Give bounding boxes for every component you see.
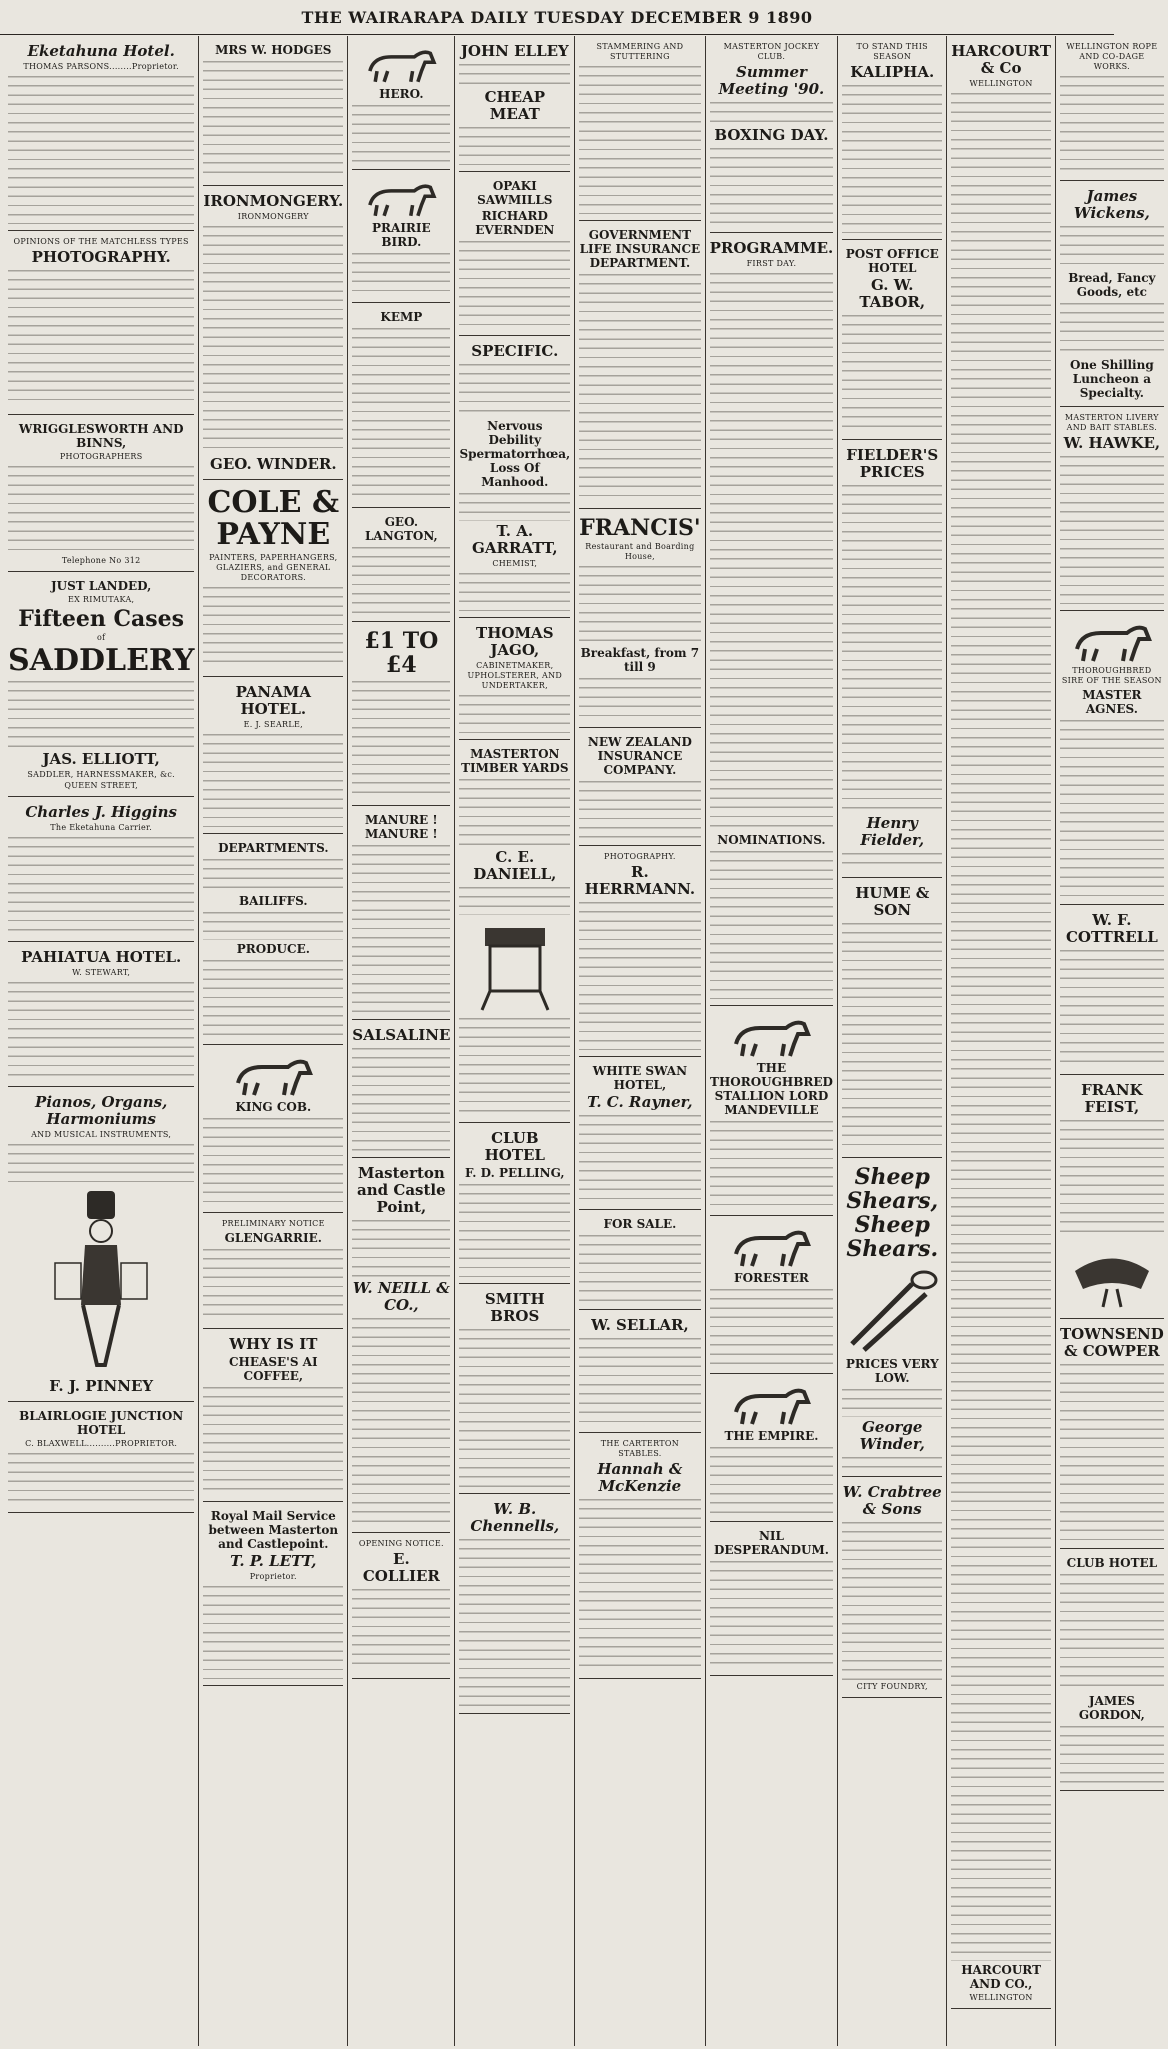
ad-title: Royal Mail Service between Masterton and Castlepoint. bbox=[208, 1509, 339, 1551]
ad-pahiatua-hotel bbox=[8, 944, 194, 1087]
text-block bbox=[951, 91, 1051, 1961]
text-block bbox=[842, 483, 942, 813]
text-block bbox=[459, 239, 570, 329]
text-block bbox=[8, 74, 194, 224]
ad-title: POST OFFICE HOTEL bbox=[845, 247, 939, 275]
text-block bbox=[352, 1046, 450, 1151]
ad-saddlery-word: SADDLERY bbox=[8, 643, 195, 678]
ad-nominations: NOMINATIONS. bbox=[717, 833, 826, 847]
ad-castle-point bbox=[352, 1160, 450, 1533]
ad-name: T. C. Rayner, bbox=[587, 1093, 693, 1111]
ad-title: THE EMPIRE. bbox=[724, 1429, 819, 1443]
text-block bbox=[203, 59, 343, 179]
ad-master-agnes bbox=[1060, 613, 1164, 905]
text-block bbox=[842, 851, 942, 871]
ad-subtitle: Proprietor. bbox=[249, 1572, 297, 1581]
ad-sellar bbox=[579, 1312, 701, 1433]
horse-icon bbox=[361, 178, 441, 218]
ad-subtitle: W. STEWART, bbox=[72, 968, 131, 977]
ad-title: THOROUGHBRED SIRE OF THE SEASON bbox=[1061, 666, 1162, 685]
ad-nz-insurance bbox=[579, 730, 701, 846]
ad-john-elley bbox=[459, 38, 570, 172]
ad-footer-2: WELLINGTON bbox=[969, 1993, 1033, 2002]
text-block bbox=[1060, 74, 1164, 174]
ad-title: GEO. LANGTON, bbox=[364, 515, 438, 543]
text-block bbox=[352, 1587, 450, 1672]
ad-title: MRS W. HODGES bbox=[215, 43, 332, 57]
ad-title: THOMAS JAGO, bbox=[476, 624, 554, 659]
column-1 bbox=[4, 36, 199, 2046]
text-block bbox=[203, 1116, 343, 1206]
ad-salsaline bbox=[352, 1022, 450, 1158]
text-block bbox=[710, 849, 834, 999]
column-8 bbox=[947, 36, 1056, 2046]
horse-icon bbox=[726, 1014, 816, 1058]
text-block bbox=[842, 1455, 942, 1470]
text-block bbox=[8, 464, 194, 554]
ad-subtitle: RICHARD EVERNDEN bbox=[475, 209, 555, 237]
ad-title: Masterton and Castle Point, bbox=[357, 1164, 446, 1216]
text-block bbox=[579, 1113, 701, 1203]
ad-title: KEMP bbox=[380, 310, 423, 324]
ad-chennells bbox=[459, 1496, 570, 1714]
text-block bbox=[459, 885, 570, 915]
ad-subtitle: Nervous Debility Spermatorrhœa, Loss Of Manhood. bbox=[459, 419, 571, 489]
ad-name: Henry Fielder, bbox=[860, 814, 925, 849]
ad-royal-mail bbox=[203, 1504, 343, 1686]
text-block bbox=[710, 100, 834, 125]
ad-title: KING COB. bbox=[235, 1100, 312, 1114]
column-2 bbox=[199, 36, 348, 2046]
text-block bbox=[842, 83, 942, 233]
ad-pounds bbox=[352, 624, 450, 806]
ad-title: £1 TO £4 bbox=[364, 628, 439, 678]
ad-specialty: One Shilling Luncheon a Specialty. bbox=[1070, 358, 1154, 400]
ad-title: Sheep Shears, Sheep Shears. bbox=[846, 1164, 939, 1262]
horse-icon bbox=[361, 44, 441, 84]
ad-title: DEPARTMENTS. bbox=[218, 841, 329, 855]
ad-title: W. B. Chennells, bbox=[470, 1500, 560, 1535]
ad-title: OPENING NOTICE. bbox=[358, 1539, 444, 1548]
column-3 bbox=[348, 36, 455, 2046]
ad-title: WHITE SWAN HOTEL, bbox=[592, 1064, 688, 1092]
ad-manure bbox=[352, 808, 450, 1020]
ad-townsend-cowper bbox=[1060, 1321, 1164, 1549]
ad-title: WELLINGTON ROPE AND CO-DAGE WORKS. bbox=[1066, 42, 1158, 71]
ad-name: George Winder, bbox=[859, 1418, 925, 1453]
ad-subtitle: EX RIMUTAKA, bbox=[67, 595, 135, 604]
ad-name: W. NEILL & CO., bbox=[352, 1279, 450, 1314]
ad-herrmann bbox=[579, 848, 701, 1057]
ad-title: PRAIRIE BIRD. bbox=[372, 221, 431, 249]
text-block bbox=[459, 491, 570, 521]
text-block bbox=[579, 564, 701, 644]
text-block bbox=[459, 1327, 570, 1487]
ad-saddlery bbox=[8, 574, 194, 797]
text-block bbox=[459, 125, 570, 165]
text-block bbox=[1060, 1572, 1164, 1692]
ad-kemp bbox=[352, 305, 450, 508]
text-block bbox=[8, 1142, 194, 1182]
horse-icon bbox=[228, 1053, 318, 1097]
ad-cole-payne bbox=[203, 482, 343, 677]
ad-name: T. P. LETT, bbox=[230, 1552, 317, 1570]
text-block bbox=[8, 268, 194, 408]
ad-title: MASTERTON LIVERY AND BAIT STABLES. bbox=[1064, 413, 1159, 432]
ad-name: F. J. PINNEY bbox=[49, 1377, 154, 1395]
ad-fielder bbox=[842, 442, 942, 878]
ad-harcourt bbox=[951, 38, 1051, 2009]
text-block bbox=[203, 910, 343, 940]
ad-hours: Breakfast, from 7 till 9 bbox=[580, 646, 700, 674]
ad-rope-works bbox=[1060, 38, 1164, 181]
ad-day: BOXING DAY. bbox=[714, 126, 829, 144]
ad-wickens bbox=[1060, 183, 1164, 407]
horse-icon bbox=[726, 1224, 816, 1268]
ad-footer: Telephone No 312 bbox=[61, 556, 141, 565]
ad-address: SADDLER, HARNESSMAKER, &c. bbox=[27, 770, 175, 779]
text-block bbox=[8, 679, 194, 749]
ad-photography bbox=[8, 233, 194, 415]
ad-title: WHY IS IT bbox=[229, 1335, 318, 1353]
text-block bbox=[710, 146, 834, 226]
ad-subtitle-2: PRODUCE. bbox=[236, 942, 310, 956]
ad-title: PAHIATUA HOTEL. bbox=[21, 948, 182, 966]
ad-lord-mandeville bbox=[710, 1008, 834, 1216]
text-block bbox=[203, 857, 343, 892]
text-block bbox=[579, 779, 701, 839]
ad-street: QUEEN STREET, bbox=[64, 781, 138, 790]
ad-subtitle: Summer Meeting '90. bbox=[718, 63, 825, 98]
text-block bbox=[352, 326, 450, 501]
ad-why-is-it bbox=[203, 1331, 343, 1502]
masthead-title: THE WAIRARAPA DAILY TUESDAY DECEMBER 9 1890 bbox=[301, 7, 813, 27]
text-block bbox=[8, 980, 194, 1080]
ad-king-cob bbox=[203, 1047, 343, 1213]
text-block bbox=[579, 676, 701, 721]
text-block bbox=[459, 571, 570, 611]
ad-title: Charles J. Higgins bbox=[25, 803, 177, 821]
ad-footer: CITY FOUNDRY, bbox=[856, 1682, 928, 1691]
text-block bbox=[1060, 718, 1164, 898]
ad-nil-desperandum bbox=[710, 1524, 834, 1676]
ad-title: MANURE ! MANURE ! bbox=[365, 813, 438, 841]
horse-icon bbox=[726, 1382, 816, 1426]
ad-title: PRELIMINARY NOTICE bbox=[221, 1219, 325, 1228]
ad-title: FIELDER'S PRICES bbox=[846, 446, 939, 481]
ad-title: COLE & PAYNE bbox=[207, 485, 340, 552]
ad-name: T. A. GARRATT, bbox=[472, 522, 558, 557]
ad-subtitle: CHEAP MEAT bbox=[484, 88, 546, 123]
ad-forester bbox=[710, 1218, 834, 1374]
ad-title: W. SELLAR, bbox=[591, 1316, 689, 1334]
ad-hawke-stables bbox=[1060, 409, 1164, 611]
ad-name: Hannah & McKenzie bbox=[597, 1460, 683, 1495]
text-block bbox=[459, 362, 570, 417]
text-block bbox=[8, 835, 194, 935]
ad-carterton-stables bbox=[579, 1435, 701, 1679]
ad-title: JUST LANDED, bbox=[51, 579, 152, 593]
ad-langton bbox=[352, 510, 450, 622]
text-block bbox=[710, 1559, 834, 1669]
ad-club-hotel bbox=[459, 1125, 570, 1284]
ad-subtitle: C. BLAXWELL..........PROPRIETOR. bbox=[25, 1439, 178, 1448]
ad-name: GEO. WINDER. bbox=[210, 455, 337, 473]
ad-crabtree bbox=[842, 1479, 942, 1698]
text-block bbox=[203, 958, 343, 1038]
text-block bbox=[459, 777, 570, 847]
text-block bbox=[459, 1182, 570, 1277]
ad-ironmongery bbox=[203, 188, 343, 480]
ad-title: HARCOURT & Co bbox=[951, 42, 1051, 77]
text-block bbox=[1060, 1118, 1164, 1238]
text-block bbox=[579, 272, 701, 502]
ad-title: MASTERTON TIMBER YARDS bbox=[461, 747, 569, 775]
ad-name: W. HAWKE, bbox=[1063, 434, 1161, 452]
ad-title: CLUB HOTEL bbox=[484, 1129, 545, 1164]
ad-title: THE THOROUGHBRED STALLION LORD MANDEVILLE bbox=[710, 1061, 833, 1117]
ad-name: G. W. TABOR, bbox=[859, 276, 926, 311]
ad-title: GOVERNMENT LIFE INSURANCE DEPARTMENT. bbox=[579, 228, 701, 270]
ad-opaki-sawmills bbox=[459, 174, 570, 336]
text-block bbox=[710, 271, 834, 831]
horse-icon bbox=[1067, 619, 1157, 663]
ad-title: FORESTER bbox=[734, 1271, 809, 1285]
ad-empire bbox=[710, 1376, 834, 1522]
ad-subtitle: Restaurant and Boarding House, bbox=[585, 542, 695, 561]
ad-panama-hotel bbox=[203, 679, 343, 834]
ad-big-text: Fifteen Cases bbox=[18, 606, 185, 632]
ad-thomas-jago bbox=[459, 620, 570, 740]
ad-subtitle: FIRST DAY. bbox=[746, 259, 797, 268]
text-block bbox=[203, 1584, 343, 1679]
ad-subtitle: E. J. SEARLE, bbox=[243, 720, 303, 729]
ad-hodges bbox=[203, 38, 343, 186]
ad-title: HERO. bbox=[379, 87, 424, 101]
text-block bbox=[1060, 454, 1164, 604]
text-block bbox=[579, 1497, 701, 1672]
ad-smith-bros bbox=[459, 1286, 570, 1494]
text-block bbox=[842, 313, 942, 433]
text-block bbox=[842, 1387, 942, 1417]
ad-name: C. E. DANIELL, bbox=[473, 848, 557, 883]
ad-title: CLUB HOTEL bbox=[1066, 1556, 1158, 1570]
ad-footer: HARCOURT AND CO., bbox=[961, 1963, 1041, 1991]
ad-title: TO STAND THIS SEASON bbox=[856, 42, 928, 61]
text-block bbox=[459, 693, 570, 733]
ad-kalipha bbox=[842, 38, 942, 240]
ad-specific bbox=[459, 338, 570, 618]
ad-title: WRIGGLESWORTH AND BINNS, bbox=[18, 422, 184, 450]
text-block bbox=[1060, 224, 1164, 269]
ad-title: NEW ZEALAND INSURANCE COMPANY. bbox=[587, 735, 692, 777]
text-block bbox=[8, 1451, 194, 1506]
ad-of: of bbox=[96, 633, 106, 642]
ad-blairlogie-hotel bbox=[8, 1404, 194, 1513]
text-block bbox=[1060, 301, 1164, 356]
ad-programme bbox=[710, 235, 834, 1006]
ad-subtitle: AND MUSICAL INSTRUMENTS, bbox=[31, 1130, 172, 1139]
ad-for-sale bbox=[579, 1212, 701, 1310]
ad-hume-son bbox=[842, 880, 942, 1158]
ad-title: James Wickens, bbox=[1073, 187, 1150, 222]
ad-title: Eketahuna Hotel. bbox=[27, 42, 175, 60]
ad-francis bbox=[579, 511, 701, 728]
ad-subtitle: GLENGARRIE. bbox=[224, 1231, 322, 1245]
ad-cottrell bbox=[1060, 907, 1164, 1075]
text-block bbox=[842, 1520, 942, 1680]
ad-title: MASTERTON JOCKEY CLUB. bbox=[723, 42, 820, 61]
ad-jockey-club bbox=[710, 38, 834, 233]
ad-frank-feist bbox=[1060, 1077, 1164, 1319]
ad-subtitle: PHOTOGRAPHERS bbox=[59, 452, 143, 461]
ad-title: OPAKI SAWMILLS bbox=[477, 179, 553, 207]
ad-subtitle: IRONMONGERY bbox=[237, 212, 309, 221]
text-block bbox=[710, 1287, 834, 1367]
ad-eketahuna-hotel bbox=[8, 38, 194, 231]
commode-illustration-icon bbox=[460, 918, 570, 1013]
ad-title: TOWNSEND & COWPER bbox=[1059, 1325, 1164, 1360]
ad-government-life bbox=[579, 223, 701, 509]
text-block bbox=[352, 1316, 450, 1526]
ad-title: FOR SALE. bbox=[603, 1217, 677, 1231]
ad-subtitle: CHEASE'S AI COFFEE, bbox=[229, 1355, 318, 1383]
ad-hero bbox=[352, 38, 450, 170]
ad-title: W. Crabtree & Sons bbox=[842, 1483, 942, 1518]
ad-title: THE CARTERTON STABLES. bbox=[600, 1439, 680, 1458]
text-block bbox=[203, 1385, 343, 1495]
ad-subtitle: PAINTERS, PAPERHANGERS, GLAZIERS, and GENERAL DECORATORS. bbox=[209, 553, 338, 582]
ad-title: HUME & SON bbox=[855, 884, 930, 919]
text-block bbox=[579, 1336, 701, 1426]
text-block bbox=[203, 224, 343, 454]
ad-title: IRONMONGERY. bbox=[203, 192, 344, 210]
text-block bbox=[842, 921, 942, 1151]
text-block bbox=[710, 1119, 834, 1209]
ad-glengarrie bbox=[203, 1215, 343, 1329]
ad-title: Pianos, Organs, Harmoniums bbox=[35, 1093, 168, 1128]
text-block bbox=[579, 900, 701, 1050]
ad-title: SALSALINE bbox=[352, 1026, 451, 1044]
text-block bbox=[203, 585, 343, 670]
text-block bbox=[459, 1537, 570, 1707]
text-block bbox=[352, 679, 450, 799]
text-block bbox=[1060, 948, 1164, 1068]
bandmaster-illustration-icon bbox=[51, 1185, 151, 1375]
columns bbox=[4, 36, 1164, 2046]
ad-name: JAS. ELLIOTT, bbox=[42, 750, 160, 768]
ad-title: SMITH BROS bbox=[484, 1290, 545, 1325]
ad-subtitle: PRICES VERY LOW. bbox=[845, 1357, 939, 1385]
ad-subtitle: Bread, Fancy Goods, etc bbox=[1068, 271, 1156, 299]
ad-subtitle: KALIPHA. bbox=[850, 63, 935, 81]
text-block bbox=[352, 103, 450, 163]
ad-subtitle: WELLINGTON bbox=[969, 79, 1033, 88]
ad-name: E. COLLIER bbox=[362, 1550, 440, 1585]
ad-subtitle: F. D. PELLING, bbox=[464, 1166, 565, 1180]
saddle-icon bbox=[1067, 1241, 1157, 1311]
ad-pianos bbox=[8, 1089, 194, 1402]
ad-title: SPECIFIC. bbox=[471, 342, 559, 360]
ad-timber-yards bbox=[459, 742, 570, 1123]
ad-title: OPINIONS OF THE MATCHLESS TYPES bbox=[13, 237, 189, 246]
ad-club-hotel-gordon bbox=[1060, 1551, 1164, 1791]
ad-post-office-hotel bbox=[842, 242, 942, 440]
ad-title: PANAMA HOTEL. bbox=[235, 683, 312, 718]
ad-stammering bbox=[579, 38, 701, 221]
column-5 bbox=[575, 36, 706, 2046]
ad-heading: PHOTOGRAPHY. bbox=[31, 248, 171, 266]
ad-title: PROGRAMME. bbox=[709, 239, 834, 257]
text-block bbox=[459, 62, 570, 87]
text-block bbox=[203, 732, 343, 827]
text-block bbox=[1060, 1724, 1164, 1784]
text-block bbox=[352, 843, 450, 1013]
masthead bbox=[0, 0, 1114, 35]
column-7 bbox=[838, 36, 947, 2046]
column-9 bbox=[1056, 36, 1168, 2046]
text-block bbox=[1060, 1362, 1164, 1542]
ad-departments bbox=[203, 836, 343, 1045]
column-6 bbox=[706, 36, 839, 2046]
ad-title: BLAIRLOGIE JUNCTION HOTEL bbox=[19, 1409, 184, 1437]
ad-subtitle: BAILIFFS. bbox=[239, 894, 308, 908]
ad-title: STAMMERING AND STUTTERING bbox=[596, 42, 684, 61]
ad-title: FRANK FEIST, bbox=[1081, 1081, 1143, 1116]
text-block bbox=[459, 1016, 570, 1116]
ad-name: R. HERRMANN. bbox=[584, 863, 696, 898]
text-block bbox=[203, 1247, 343, 1322]
text-block bbox=[710, 1445, 834, 1515]
text-block bbox=[579, 64, 701, 214]
ad-name: JAMES GORDON, bbox=[1078, 1694, 1145, 1722]
ad-title: JOHN ELLEY bbox=[460, 42, 569, 60]
ad-name: MASTER AGNES. bbox=[1082, 688, 1142, 716]
ad-sheep-shears bbox=[842, 1160, 942, 1477]
ad-subtitle: THOMAS PARSONS........Proprietor. bbox=[23, 62, 179, 71]
text-block bbox=[352, 545, 450, 615]
ad-prairie-bird bbox=[352, 172, 450, 303]
ad-title: W. F. COTTRELL bbox=[1065, 911, 1158, 946]
ad-title: NIL DESPERANDUM. bbox=[713, 1529, 829, 1557]
ad-white-swan bbox=[579, 1059, 701, 1210]
ad-wrigglesworth bbox=[8, 417, 194, 572]
ad-title: FRANCIS' bbox=[579, 515, 701, 541]
ad-collier bbox=[352, 1535, 450, 1679]
ad-subtitle: The Eketahuna Carrier. bbox=[50, 823, 153, 832]
ad-subname: CHEMIST, bbox=[492, 559, 538, 568]
ad-title: PHOTOGRAPHY. bbox=[604, 852, 676, 861]
ad-subtitle: CABINETMAKER, UPHOLSTERER, AND UNDERTAKER, bbox=[467, 661, 563, 690]
column-4 bbox=[455, 36, 575, 2046]
shears-icon bbox=[842, 1264, 942, 1354]
text-block bbox=[352, 1218, 450, 1278]
text-block bbox=[352, 251, 450, 296]
ad-higgins bbox=[8, 799, 194, 942]
text-block bbox=[579, 1233, 701, 1303]
